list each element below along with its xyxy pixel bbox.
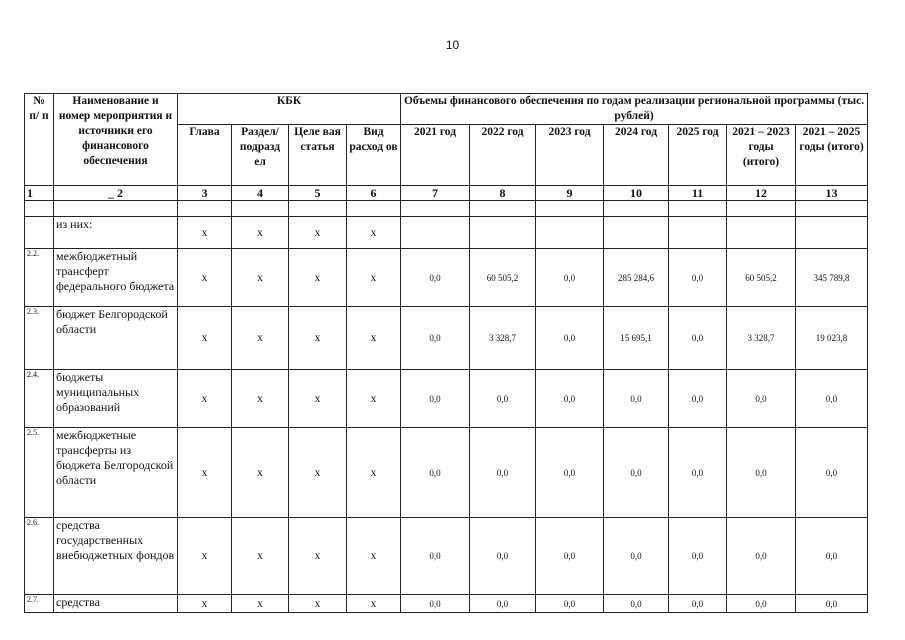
column-number: 12	[727, 186, 796, 201]
value-cell: 0,0	[401, 595, 470, 613]
value-cell	[401, 201, 470, 217]
value-cell	[536, 217, 604, 249]
page-number: 10	[445, 38, 460, 52]
value-cell: 0,0	[536, 518, 604, 595]
value-cell: 0,0	[536, 595, 604, 613]
value-cell	[796, 217, 868, 249]
value-cell: 0,0	[604, 428, 669, 518]
value-cell: 0,0	[727, 595, 796, 613]
row-name: бюджеты муниципальных образований	[54, 370, 178, 428]
row-index: 2.6.	[25, 518, 54, 595]
value-cell	[604, 201, 669, 217]
header-year-2022: 2022 год	[470, 125, 536, 186]
kbk-cell: х	[289, 217, 347, 249]
value-cell: 0,0	[536, 249, 604, 307]
kbk-cell: х	[289, 370, 347, 428]
kbk-cell: х	[289, 595, 347, 613]
kbk-cell: х	[347, 428, 401, 518]
kbk-cell	[347, 201, 401, 217]
table-row	[25, 307, 868, 370]
kbk-cell: х	[232, 370, 289, 428]
row-index: 2.5.	[25, 428, 54, 518]
value-cell: 0,0	[727, 428, 796, 518]
value-cell: 0,0	[536, 428, 604, 518]
value-cell: 0,0	[669, 307, 727, 370]
row-name: межбюджетный трансферт федерального бюджета	[54, 249, 178, 307]
kbk-cell: х	[347, 217, 401, 249]
table-row	[25, 217, 868, 249]
column-number: 10	[604, 186, 669, 201]
value-cell	[727, 201, 796, 217]
value-cell: 0,0	[536, 370, 604, 428]
column-numbers-row	[25, 186, 868, 201]
header-year-2025: 2025 год	[669, 125, 727, 186]
kbk-cell: х	[347, 307, 401, 370]
kbk-cell	[178, 201, 232, 217]
kbk-cell: х	[347, 370, 401, 428]
value-cell	[470, 217, 536, 249]
value-cell	[796, 201, 868, 217]
value-cell: 0,0	[669, 249, 727, 307]
value-cell	[669, 217, 727, 249]
value-cell: 15 695,1	[604, 307, 669, 370]
value-cell: 3 328,7	[727, 307, 796, 370]
header-year-2024: 2024 год	[604, 125, 669, 186]
kbk-cell: х	[178, 249, 232, 307]
column-number: 3	[178, 186, 232, 201]
value-cell: 0,0	[669, 428, 727, 518]
kbk-cell	[232, 201, 289, 217]
header-razdel: Раздел/ подразд ел	[232, 125, 289, 186]
row-name	[54, 201, 178, 217]
header-row-1	[25, 94, 868, 125]
kbk-cell: х	[232, 428, 289, 518]
kbk-cell: х	[178, 370, 232, 428]
column-number: 6	[347, 186, 401, 201]
column-number: _ 2	[54, 186, 178, 201]
kbk-cell: х	[347, 595, 401, 613]
header-tselevaya: Целе вая статья	[289, 125, 347, 186]
header-total-2021-2023: 2021 – 2023 годы (итого)	[727, 125, 796, 186]
kbk-cell: х	[178, 217, 232, 249]
column-number: 4	[232, 186, 289, 201]
column-number: 7	[401, 186, 470, 201]
value-cell: 0,0	[727, 518, 796, 595]
column-number: 9	[536, 186, 604, 201]
kbk-cell: х	[289, 518, 347, 595]
table-row	[25, 518, 868, 595]
column-number: 1	[25, 186, 54, 201]
header-vid: Вид расход ов	[347, 125, 401, 186]
value-cell	[401, 217, 470, 249]
kbk-cell: х	[178, 595, 232, 613]
value-cell: 0,0	[604, 518, 669, 595]
header-total-2021-2025: 2021 – 2025 годы (итого)	[796, 125, 868, 186]
column-number: 13	[796, 186, 868, 201]
value-cell: 0,0	[401, 307, 470, 370]
kbk-cell: х	[347, 249, 401, 307]
value-cell: 0,0	[470, 370, 536, 428]
header-num: № п/ п	[25, 94, 54, 186]
kbk-cell: х	[289, 249, 347, 307]
kbk-cell: х	[289, 428, 347, 518]
kbk-cell: х	[178, 428, 232, 518]
value-cell: 0,0	[796, 370, 868, 428]
value-cell: 0,0	[604, 595, 669, 613]
kbk-cell	[289, 201, 347, 217]
kbk-cell: х	[232, 217, 289, 249]
value-cell: 0,0	[604, 370, 669, 428]
value-cell: 60 505,2	[727, 249, 796, 307]
row-name: межбюджетные трансферты из бюджета Белгородской области	[54, 428, 178, 518]
header-volumes: Объемы финансового обеспечения по годам реализации региональной программы (тыс. рублей)	[401, 94, 868, 125]
row-index: 2.7.	[25, 595, 54, 613]
value-cell: 0,0	[727, 370, 796, 428]
table-row	[25, 595, 868, 613]
value-cell	[536, 201, 604, 217]
kbk-cell: х	[289, 307, 347, 370]
header-kbk: КБК	[178, 94, 401, 125]
value-cell: 19 023,8	[796, 307, 868, 370]
value-cell: 345 789,8	[796, 249, 868, 307]
table-row	[25, 249, 868, 307]
value-cell	[727, 217, 796, 249]
value-cell: 0,0	[796, 595, 868, 613]
kbk-cell: х	[232, 307, 289, 370]
kbk-cell: х	[232, 249, 289, 307]
table-row	[25, 370, 868, 428]
column-number: 5	[289, 186, 347, 201]
value-cell: 0,0	[470, 595, 536, 613]
row-name: средства	[54, 595, 178, 613]
value-cell: 0,0	[470, 518, 536, 595]
table-row	[25, 201, 868, 217]
row-index	[25, 201, 54, 217]
value-cell: 60 505,2	[470, 249, 536, 307]
header-name: Наименование и номер мероприятия и источники его финансового обеспечения	[54, 94, 178, 186]
value-cell	[604, 217, 669, 249]
value-cell: 0,0	[401, 370, 470, 428]
value-cell: 0,0	[669, 370, 727, 428]
row-name: бюджет Белгородской области	[54, 307, 178, 370]
value-cell: 0,0	[796, 518, 868, 595]
value-cell: 0,0	[669, 518, 727, 595]
row-index	[25, 217, 54, 249]
kbk-cell: х	[178, 518, 232, 595]
row-name: средства государственных внебюджетных фондов	[54, 518, 178, 595]
column-number: 8	[470, 186, 536, 201]
value-cell: 0,0	[470, 428, 536, 518]
header-year-2021: 2021 год	[401, 125, 470, 186]
value-cell: 0,0	[401, 428, 470, 518]
kbk-cell: х	[347, 518, 401, 595]
kbk-cell: х	[232, 518, 289, 595]
value-cell: 3 328,7	[470, 307, 536, 370]
kbk-cell: х	[178, 307, 232, 370]
value-cell: 0,0	[669, 595, 727, 613]
row-name: из них:	[54, 217, 178, 249]
header-year-2023: 2023 год	[536, 125, 604, 186]
value-cell	[669, 201, 727, 217]
row-index: 2.4.	[25, 370, 54, 428]
column-number: 11	[669, 186, 727, 201]
funding-table	[24, 93, 868, 613]
table-row	[25, 428, 868, 518]
row-index: 2.3.	[25, 307, 54, 370]
value-cell: 0,0	[796, 428, 868, 518]
kbk-cell: х	[232, 595, 289, 613]
row-index: 2.2.	[25, 249, 54, 307]
value-cell: 0,0	[536, 307, 604, 370]
value-cell: 0,0	[401, 249, 470, 307]
value-cell: 285 284,6	[604, 249, 669, 307]
header-glava: Глава	[178, 125, 232, 186]
value-cell	[470, 201, 536, 217]
value-cell: 0,0	[401, 518, 470, 595]
